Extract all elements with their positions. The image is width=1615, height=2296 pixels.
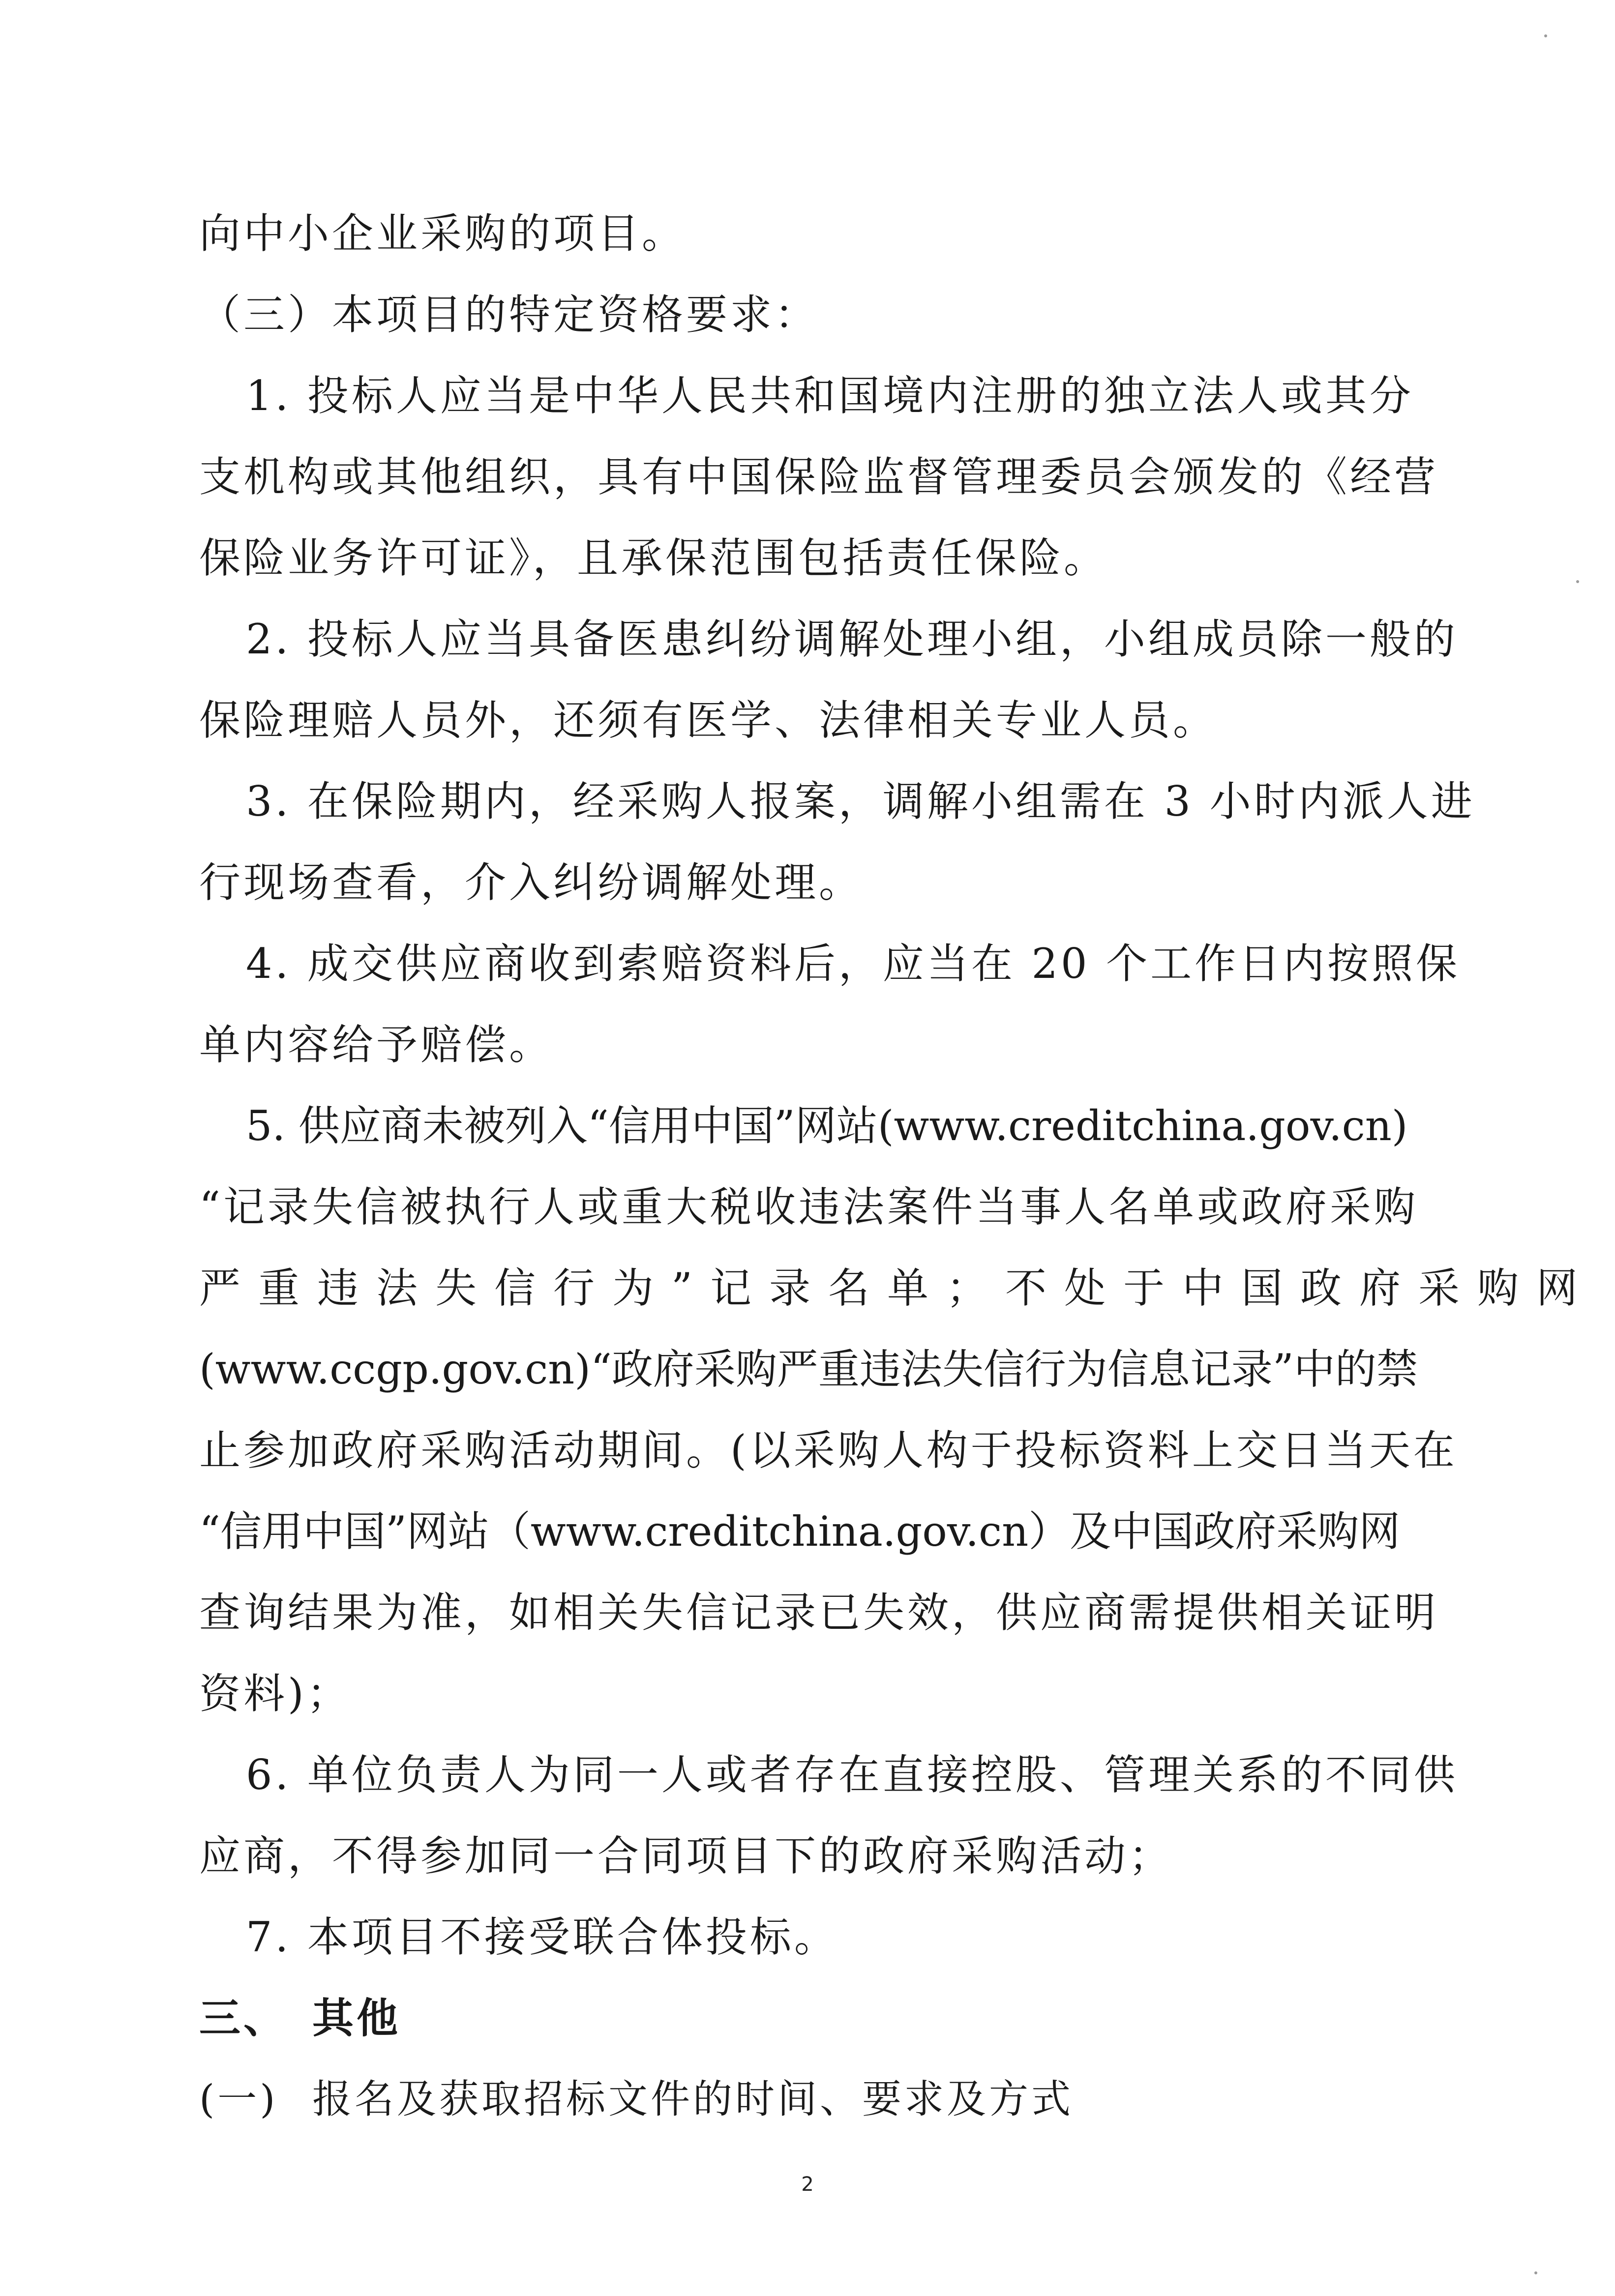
- item-6-line: 6. 单位负责人为同一人或者存在直接控股、管理关系的不同供: [246, 1751, 1458, 1799]
- item-3-line: 行现场查看，介入纠纷调解处理。: [199, 858, 864, 907]
- item-1-line: 1. 投标人应当是中华人民共和国境内注册的独立法人或其分: [246, 372, 1414, 420]
- scan-speck: [1544, 34, 1547, 37]
- scan-speck: [1534, 2271, 1537, 2274]
- subheading-qualifications: （三）本项目的特定资格要求：: [199, 291, 819, 339]
- item-5-line: 5. 供应商未被列入“信用中国”网站(www.creditchina.gov.cn): [246, 1102, 1408, 1150]
- item-2-line: 保险理赔人员外，还须有医学、法律相关专业人员。: [199, 696, 1218, 744]
- item-5-line: 止参加政府采购活动期间。(以采购人构于投标资料上交日当天在: [199, 1426, 1458, 1474]
- subsection-heading-number: (一): [199, 2076, 278, 2122]
- section-heading-title: 其他: [312, 1994, 401, 2042]
- item-1-line: 保险业务许可证》，且承保范围包括责任保险。: [199, 534, 1108, 582]
- item-1-line: 支机构或其他组织，具有中国保险监督管理委员会颁发的《经营: [199, 453, 1439, 501]
- item-3-line: 3. 在保险期内，经采购人报案，调解小组需在 3 小时内派人进: [246, 777, 1475, 825]
- item-6-line: 应商，不得参加同一合同项目下的政府采购活动；: [199, 1832, 1173, 1880]
- item-5-line: 严重违法失信行为”记录名单；不处于中国政府采购网: [199, 1264, 1595, 1312]
- item-2-line: 2. 投标人应当具备医患纠纷调解处理小组，小组成员除一般的: [246, 615, 1458, 663]
- item-5-line: “记录失信被执行人或重大税收违法案件当事人名单或政府采购: [199, 1183, 1418, 1231]
- section-heading-number: 三、: [199, 1994, 288, 2042]
- subsection-heading-title: 报名及获取招标文件的时间、要求及方式: [312, 2076, 1074, 2122]
- page-number: 2: [801, 2173, 814, 2196]
- scan-speck: [1576, 580, 1579, 583]
- item-4-line: 单内容给予赔偿。: [199, 1021, 554, 1069]
- item-5-line: (www.ccgp.gov.cn)“政府采购严重违法失信行为信息记录”中的禁: [199, 1345, 1418, 1393]
- item-5-line: 查询结果为准，如相关失信记录已失效，供应商需提供相关证明: [199, 1589, 1439, 1637]
- section-heading: [199, 1991, 1438, 2045]
- item-5-line: 资料)；: [199, 1670, 351, 1718]
- item-5-line: “信用中国”网站（www.creditchina.gov.cn）及中国政府采购网: [199, 1507, 1401, 1556]
- subsection-heading: [199, 2072, 1438, 2126]
- item-7-line: 7. 本项目不接受联合体投标。: [246, 1913, 838, 1961]
- paragraph-line: 向中小企业采购的项目。: [199, 209, 687, 258]
- item-4-line: 4. 成交供应商收到索赔资料后，应当在 20 个工作日内按照保: [246, 940, 1461, 988]
